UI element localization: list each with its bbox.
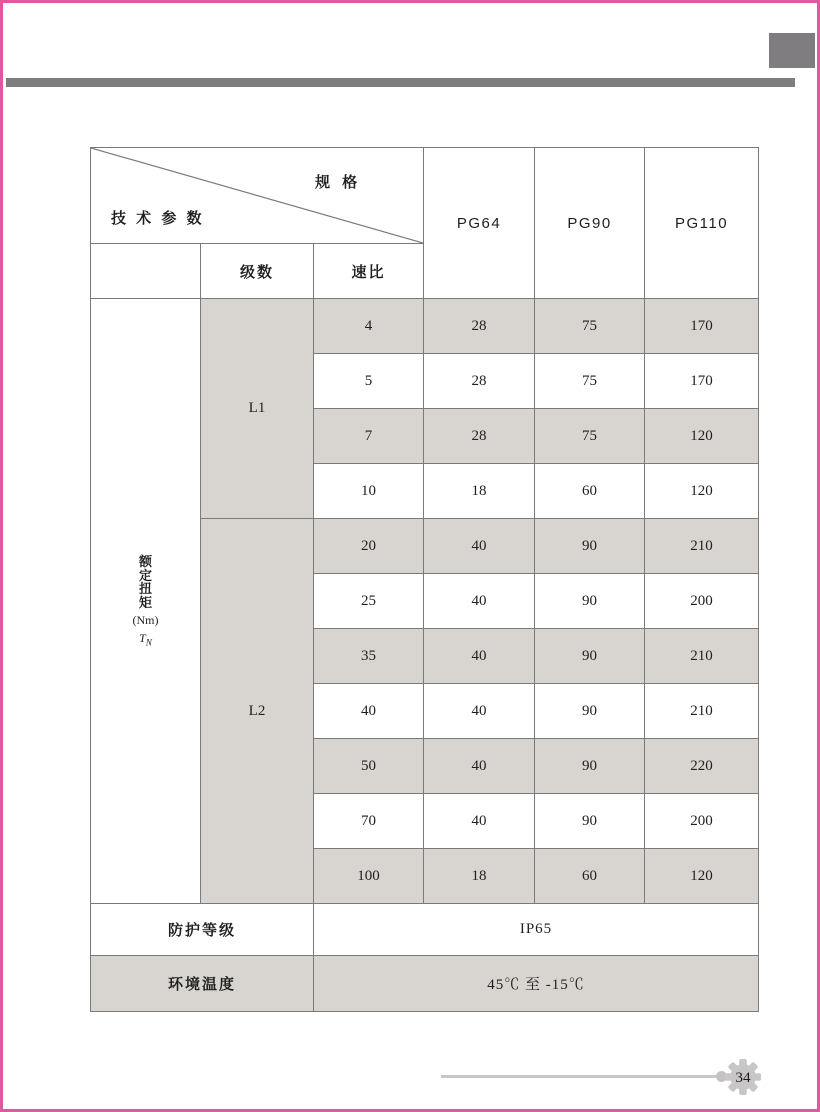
- header-accent-square: [769, 33, 815, 68]
- value-cell: 90: [535, 739, 645, 794]
- ratio-cell: 25: [314, 574, 424, 629]
- value-cell: 90: [535, 519, 645, 574]
- value-cell: 210: [645, 519, 759, 574]
- header-rule-bar: [6, 78, 795, 87]
- value-cell: 40: [424, 794, 535, 849]
- page-number-gear-icon: [724, 1058, 762, 1096]
- value-cell: 75: [535, 299, 645, 354]
- value-cell: 18: [424, 464, 535, 519]
- torque-symbol-sub: N: [145, 636, 152, 647]
- value-cell: 40: [424, 574, 535, 629]
- value-cell: 210: [645, 684, 759, 739]
- ratio-cell: 20: [314, 519, 424, 574]
- value-cell: 90: [535, 629, 645, 684]
- value-cell: 28: [424, 354, 535, 409]
- value-cell: 170: [645, 354, 759, 409]
- ratio-header: 速比: [314, 244, 424, 299]
- spec-col-header-pg110: PG110: [645, 148, 759, 299]
- ratio-cell: 5: [314, 354, 424, 409]
- value-cell: 60: [535, 849, 645, 904]
- group-cell-l1: L1: [201, 299, 314, 519]
- corner-params-label: 技 术 参 数: [111, 210, 205, 227]
- torque-label: [91, 555, 200, 647]
- value-cell: 40: [424, 629, 535, 684]
- ratio-cell: 4: [314, 299, 424, 354]
- ratio-cell: 100: [314, 849, 424, 904]
- table-corner-cell: [91, 148, 424, 244]
- blank-cell: [91, 244, 201, 299]
- ratio-cell: 40: [314, 684, 424, 739]
- value-cell: 40: [424, 739, 535, 794]
- value-cell: 75: [535, 354, 645, 409]
- value-cell: 75: [535, 409, 645, 464]
- value-cell: 18: [424, 849, 535, 904]
- torque-vertical-text: 额定扭矩: [139, 554, 153, 610]
- value-cell: 90: [535, 684, 645, 739]
- footer-value-temperature: 45℃ 至 -15℃: [314, 956, 759, 1012]
- footer-value-protection: IP65: [314, 904, 759, 956]
- value-cell: 90: [535, 794, 645, 849]
- value-cell: 60: [535, 464, 645, 519]
- value-cell: 210: [645, 629, 759, 684]
- group-cell-l2: L2: [201, 519, 314, 904]
- value-cell: 40: [424, 684, 535, 739]
- value-cell: 200: [645, 574, 759, 629]
- torque-symbol-t: T: [139, 630, 146, 645]
- value-cell: 220: [645, 739, 759, 794]
- stages-header: 级数: [201, 244, 314, 299]
- value-cell: 90: [535, 574, 645, 629]
- torque-symbol: [139, 631, 152, 647]
- value-cell: 120: [645, 849, 759, 904]
- diagonal-divider: [91, 148, 423, 243]
- spec-col-header-pg64: PG64: [424, 148, 535, 299]
- value-cell: 28: [424, 299, 535, 354]
- torque-unit: (Nm): [132, 612, 159, 627]
- value-cell: 200: [645, 794, 759, 849]
- footer-rule-line: [441, 1075, 719, 1078]
- footer-label-protection: 防护等级: [91, 904, 314, 956]
- value-cell: 28: [424, 409, 535, 464]
- value-cell: 120: [645, 409, 759, 464]
- footer-label-temperature: 环境温度: [91, 956, 314, 1012]
- spec-col-header-pg90: PG90: [535, 148, 645, 299]
- spec-table: [90, 147, 759, 1012]
- torque-label-cell: [91, 299, 201, 904]
- ratio-cell: 35: [314, 629, 424, 684]
- ratio-cell: 7: [314, 409, 424, 464]
- corner-spec-label: 规 格: [315, 174, 362, 191]
- value-cell: 170: [645, 299, 759, 354]
- ratio-cell: 50: [314, 739, 424, 794]
- value-cell: 120: [645, 464, 759, 519]
- value-cell: 40: [424, 519, 535, 574]
- page-number: 34: [735, 1068, 751, 1086]
- ratio-cell: 10: [314, 464, 424, 519]
- ratio-cell: 70: [314, 794, 424, 849]
